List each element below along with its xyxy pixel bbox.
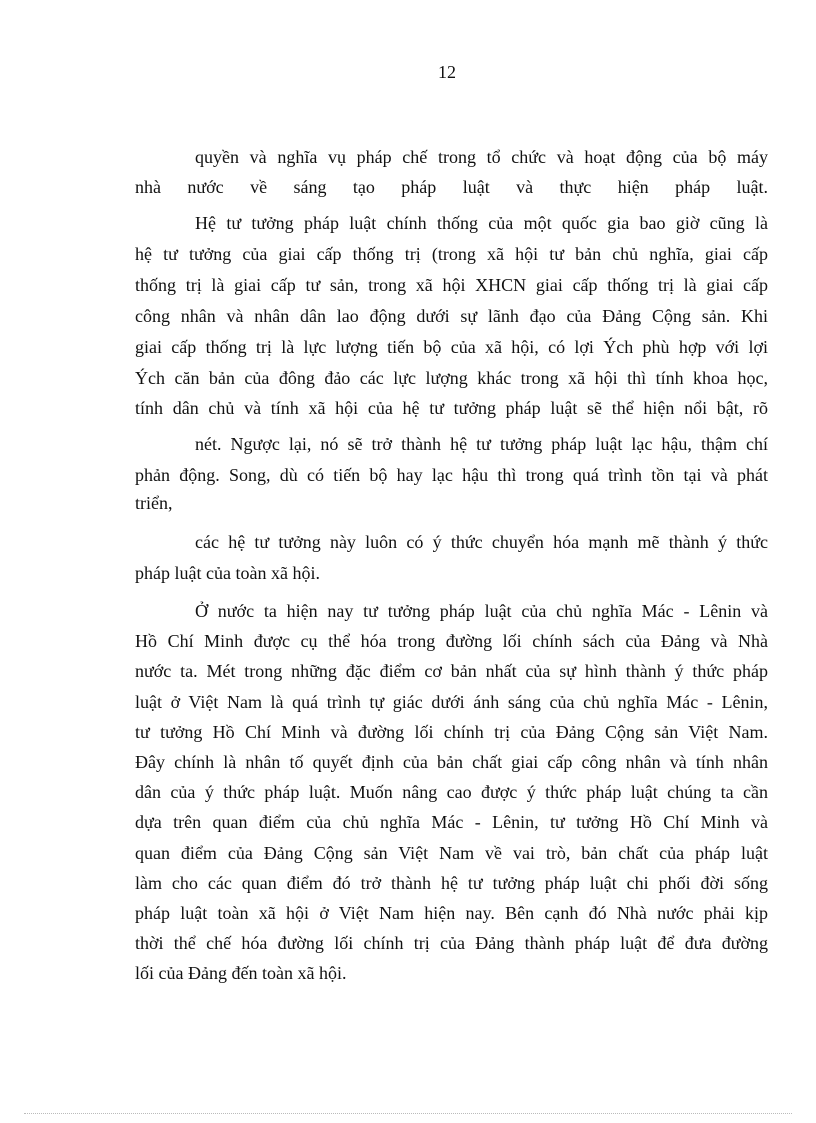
text-line: nước ta. Mét trong những đặc điểm cơ bản nhất của sự hình thành ý thức pháp: [135, 661, 768, 681]
text-line: thời thể chế hóa đường lối chính trị của Đảng thành pháp luật để đưa đường: [135, 933, 768, 953]
text-line: giai cấp thống trị là lực lượng tiến bộ của xã hội, có lợi Ých phù hợp với lợi: [135, 337, 768, 357]
text-line: tư tưởng Hồ Chí Minh và đường lối chính trị của Đảng Cộng sản Việt Nam.: [135, 722, 768, 742]
text-line: quan điểm của Đảng Cộng sản Việt Nam về vai trò, bản chất của pháp luật: [135, 843, 768, 863]
text-line: luật ở Việt Nam là quá trình tự giác dưới ánh sáng của chủ nghĩa Mác - Lênin,: [135, 692, 768, 712]
text-line: triển,: [135, 493, 173, 513]
text-line: công nhân và nhân dân lao động dưới sự lãnh đạo của Đảng Cộng sản. Khi: [135, 306, 768, 326]
text-line: nét. Ngược lại, nó sẽ trở thành hệ tư tưởng pháp luật lạc hậu, thậm chí: [195, 434, 768, 454]
text-line: pháp luật của toàn xã hội.: [135, 563, 320, 583]
text-line: thống trị là giai cấp tư sản, trong xã hội XHCN giai cấp thống trị là giai cấp: [135, 275, 768, 295]
text-line: Hệ tư tưởng pháp luật chính thống của một quốc gia bao giờ cũng là: [195, 213, 768, 233]
text-line: Đây chính là nhân tố quyết định của bản chất giai cấp công nhân và tính nhân: [135, 752, 768, 772]
text-line: Hồ Chí Minh được cụ thể hóa trong đường lối chính sách của Đảng và Nhà: [135, 631, 768, 651]
text-line: các hệ tư tưởng này luôn có ý thức chuyển hóa mạnh mẽ thành ý thức: [195, 532, 768, 552]
text-line: dựa trên quan điểm của chủ nghĩa Mác - Lênin, tư tưởng Hồ Chí Minh và: [135, 812, 768, 832]
text-line: tính dân chủ và tính xã hội của hệ tư tưởng pháp luật sẽ thể hiện nổi bật, rõ: [135, 398, 768, 418]
page-bottom-divider: [24, 1113, 792, 1114]
text-line: phản động. Song, dù có tiến bộ hay lạc hậu thì trong quá trình tồn tại và phát: [135, 465, 768, 485]
page-number: 12: [438, 62, 456, 82]
text-line: nhà nước về sáng tạo pháp luật và thực hiện pháp luật.: [135, 177, 768, 197]
text-line: quyền và nghĩa vụ pháp chế trong tổ chức và hoạt động của bộ máy: [195, 147, 768, 167]
text-line: pháp luật toàn xã hội ở Việt Nam hiện nay. Bên cạnh đó Nhà nước phải kịp: [135, 903, 768, 923]
text-line: hệ tư tưởng của giai cấp thống trị (trong xã hội tư bản chủ nghĩa, giai cấp: [135, 244, 768, 264]
text-line: dân của ý thức pháp luật. Muốn nâng cao được ý thức pháp luật chúng ta cần: [135, 782, 768, 802]
text-line: Ých căn bản của đông đảo các lực lượng khác trong xã hội thì tính khoa học,: [135, 368, 768, 388]
text-line: lối của Đảng đến toàn xã hội.: [135, 963, 347, 983]
text-line: Ở nước ta hiện nay tư tưởng pháp luật của chủ nghĩa Mác - Lênin và: [195, 601, 768, 621]
text-line: làm cho các quan điểm đó trở thành hệ tư tưởng pháp luật chi phối đời sống: [135, 873, 768, 893]
